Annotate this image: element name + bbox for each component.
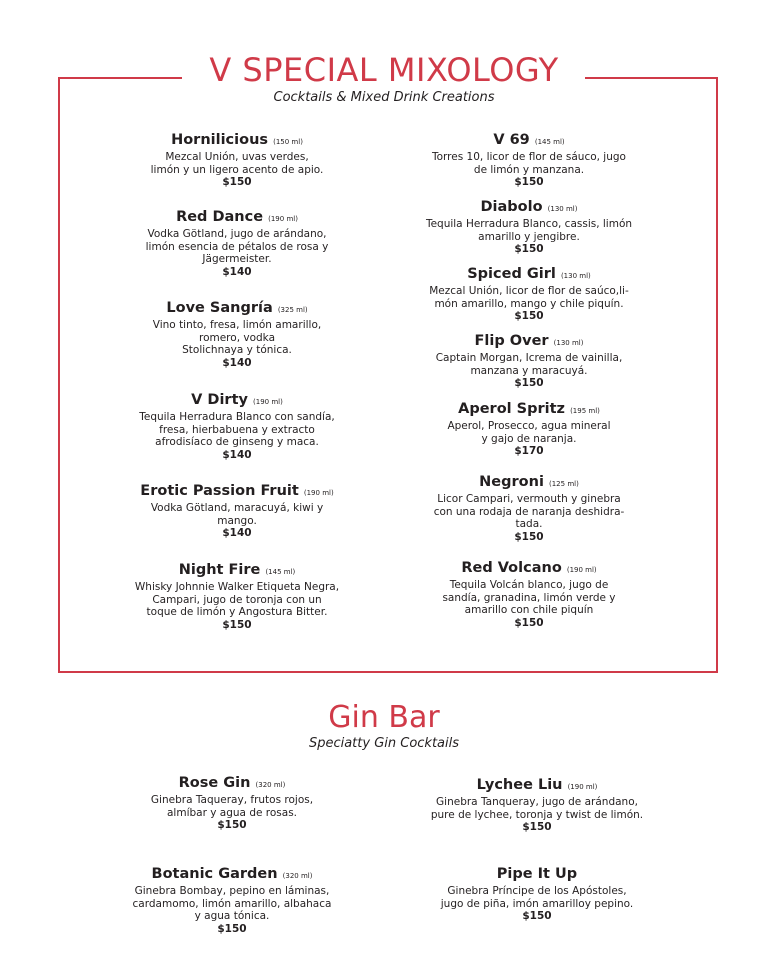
item-desc-line: sandía, granadina, limón verde y [442, 591, 616, 604]
item-desc-line: amarillo con chile piquín [464, 604, 594, 616]
item-price: $150 [514, 176, 544, 188]
item-desc-line: romero, vodka [198, 331, 276, 344]
item-price: $150 [514, 377, 544, 389]
item-volume: (190 ml) [253, 398, 283, 406]
item-name: Rose Gin [178, 775, 251, 791]
menu-item [412, 866, 662, 923]
item-desc-line: Whisky Johnnie Walker Etiqueta Negra, [134, 581, 340, 593]
item-name: Lychee Liu [476, 777, 563, 793]
item-desc-line: Mezcal Unión, licor de flor de saúco,li- [429, 285, 629, 297]
item-volume: (195 ml) [570, 407, 600, 415]
item-price: $140 [222, 265, 252, 278]
item-name: Love Sangría [166, 300, 273, 316]
item-volume: (190 ml) [567, 783, 598, 791]
item-desc-line: Vodka Götland, maracuyá, kiwi y [150, 502, 324, 514]
item-desc-line: de limón y manzana. [473, 163, 585, 176]
item-desc-line: Licor Campari, vermouth y ginebra [437, 493, 621, 505]
item-desc-line: con una rodaja de naranja deshidra- [433, 505, 625, 518]
item-price: $150 [217, 819, 247, 831]
item-volume: (130 ml) [553, 339, 584, 347]
item-price: $150 [514, 616, 544, 629]
item-desc-line: pure de lychee, toronja y twist de limón. [430, 808, 644, 821]
menu-item [404, 474, 654, 544]
item-desc-line: Tequila Herradura Blanco, cassis, limón [425, 218, 633, 230]
item-desc-line: almíbar y agua de rosas. [166, 806, 297, 819]
item-desc-line: Tequila Volcán blanco, jugo de [449, 579, 609, 591]
item-price: $140 [222, 527, 252, 539]
item-desc-line: limón y un ligero acento de apio. [150, 163, 324, 176]
item-volume: (325 ml) [277, 306, 308, 314]
item-name: Spiced Girl [467, 266, 556, 282]
item-name: Red Dance [176, 209, 264, 225]
item-volume: (320 ml) [282, 872, 313, 880]
menu-item [112, 392, 362, 462]
item-desc-line: fresa, hierbabuena y extracto [159, 423, 315, 436]
item-desc-line: toque de limón y Angostura Bitter. [146, 606, 328, 618]
item-desc-line: Torres 10, licor de flor de sáuco, jugo [432, 151, 626, 163]
item-price: $170 [514, 445, 544, 457]
item-desc-line: y agua tónica. [194, 910, 270, 922]
item-volume: (190 ml) [566, 566, 597, 574]
item-desc-line: amarillo y jengibre. [478, 230, 580, 243]
menu-item [404, 333, 654, 390]
menu-item [412, 777, 662, 834]
item-desc-line: Vodka Götland, jugo de arándano, [147, 228, 327, 240]
item-volume: (320 ml) [255, 781, 286, 789]
item-volume: (145 ml) [265, 568, 296, 576]
item-price: $150 [514, 310, 544, 322]
item-desc-line: manzana y maracuyá. [470, 364, 588, 377]
item-price: $150 [514, 530, 544, 543]
item-desc-line: Ginebra Tanqueray, jugo de arándano, [436, 796, 638, 808]
menu-item [112, 132, 362, 189]
item-desc-line: Ginebra Taqueray, frutos rojos, [150, 794, 314, 806]
item-name: Hornilicious [171, 132, 269, 148]
item-desc-line: y gajo de naranja. [481, 432, 577, 445]
menu-item [112, 483, 362, 540]
item-desc-line: Ginebra Bombay, pepino en láminas, [134, 885, 330, 897]
menu-item [107, 866, 357, 936]
item-price: $150 [217, 922, 247, 935]
item-desc-line: tada. [515, 518, 543, 530]
item-desc-line: Vino tinto, fresa, limón amarillo, [152, 319, 322, 331]
item-volume: (190 ml) [268, 215, 298, 223]
item-volume: (150 ml) [273, 138, 303, 146]
item-name: Aperol Spritz [458, 401, 565, 417]
item-name: Red Volcano [461, 560, 562, 576]
item-name: Pipe It Up [496, 866, 578, 882]
item-price: $150 [514, 243, 544, 255]
mixology-subtitle: Cocktails & Mixed Drink Creations [273, 90, 495, 105]
item-desc-line: Campari, jugo de toronja con un [152, 593, 322, 606]
menu-item [404, 132, 654, 189]
item-price: $150 [522, 821, 552, 833]
item-desc-line: Ginebra Príncipe de los Apóstoles, [447, 885, 627, 897]
item-price: $140 [222, 448, 252, 461]
item-name: Night Fire [178, 562, 261, 578]
menu-item [112, 209, 362, 279]
item-volume: (190 ml) [303, 489, 334, 497]
item-name: Botanic Garden [151, 866, 278, 882]
item-desc-line: Jägermeister. [202, 253, 272, 265]
item-desc-line: món amarillo, mango y chile piquín. [434, 297, 624, 310]
item-volume: (130 ml) [560, 272, 591, 280]
item-name: Erotic Passion Fruit [140, 483, 299, 499]
item-desc-line: Stolichnaya y tónica. [182, 344, 292, 356]
item-desc-line: jugo de piña, imón amarilloy pepino. [440, 897, 634, 910]
menu-item [404, 266, 654, 323]
item-price: $140 [222, 356, 252, 369]
item-name: Diabolo [480, 199, 543, 215]
item-name: V 69 [493, 132, 530, 148]
item-volume: (145 ml) [534, 138, 565, 146]
menu-item [404, 199, 654, 256]
item-desc-line: Captain Morgan, Icrema de vainilla, [435, 352, 623, 364]
item-desc-line: mango. [217, 514, 257, 527]
gin-bar-subtitle: Speciatty Gin Cocktails [308, 736, 460, 751]
item-name: Negroni [479, 474, 544, 490]
item-desc-line: Tequila Herradura Blanco con sandía, [139, 411, 335, 423]
item-price: $150 [222, 618, 252, 631]
item-desc-line: cardamomo, limón amarillo, albahaca [132, 897, 332, 910]
menu-item [107, 775, 357, 832]
menu-item [404, 401, 654, 458]
item-name: V Dirty [191, 392, 248, 408]
item-name: Flip Over [474, 333, 549, 349]
menu-item [112, 562, 362, 632]
item-volume: (125 ml) [549, 480, 579, 488]
item-volume: (130 ml) [547, 205, 578, 213]
item-desc-line: limón esencia de pétalos de rosa y [145, 240, 329, 253]
gin-bar-title: Gin Bar [328, 700, 440, 735]
item-price: $150 [522, 910, 552, 922]
item-desc-line: afrodisíaco de ginseng y maca. [155, 436, 319, 448]
item-desc-line: Aperol, Prosecco, agua mineral [447, 420, 611, 432]
menu-item [112, 300, 362, 370]
item-desc-line: Mezcal Unión, uvas verdes, [165, 151, 309, 163]
menu-item [404, 560, 654, 630]
item-price: $150 [222, 176, 252, 188]
mixology-title: V SPECIAL MIXOLOGY [209, 51, 559, 89]
